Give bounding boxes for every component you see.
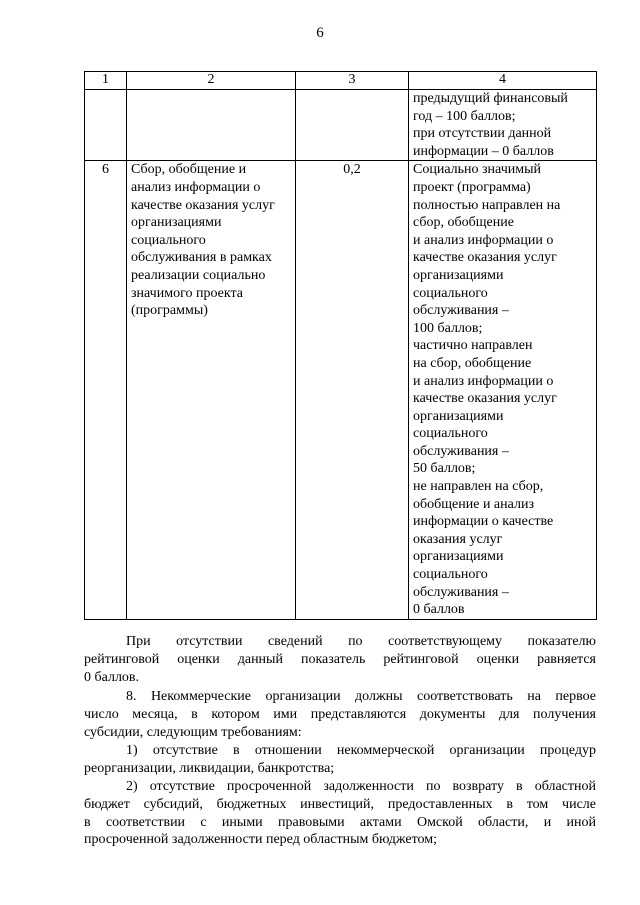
criterion-line: Сбор, обобщение и: [131, 162, 247, 178]
header-col-1: 1: [85, 72, 127, 90]
paragraph-no-data: [84, 633, 596, 686]
cont-line: информации – 0 баллов: [413, 143, 554, 159]
scoring-line: 50 баллов;: [413, 461, 476, 477]
cont-line: при отсутствии данной: [413, 126, 552, 142]
header-col-3: 3: [296, 72, 409, 90]
criterion-line: (программы): [131, 303, 208, 319]
paragraph-line: просроченной задолженности перед областным бюджетом;: [84, 832, 437, 848]
criterion-line: социального: [131, 232, 206, 248]
criterion-line: качестве оказания услуг: [131, 197, 275, 213]
criterion-line: значимого проекта: [131, 285, 243, 301]
scoring-line: проект (программа): [413, 179, 531, 195]
paragraph-line: число месяца, в котором ими представляются документы для получения: [84, 706, 596, 722]
scoring-line: социального: [413, 285, 488, 301]
paragraph-line: 8. Некоммерческие организации должны соответствовать на первое: [126, 689, 596, 704]
scoring-line: информации о качестве: [413, 514, 554, 530]
scoring-line: полностью направлен на: [413, 197, 561, 213]
criterion-line: обслуживания в рамках: [131, 250, 272, 266]
paragraph-line: субсидии, следующим требованиям:: [84, 724, 302, 740]
header-col-2: 2: [127, 72, 296, 90]
paragraph-line: реорганизации, ликвидации, банкротства;: [84, 760, 335, 776]
scoring-line: социального: [413, 567, 488, 583]
scoring-line: сбор, обобщение: [413, 215, 514, 231]
paragraph-line: 0 баллов.: [84, 669, 140, 685]
paragraph-subitem-2: [84, 778, 596, 849]
scoring-line: обслуживания –: [413, 584, 509, 600]
scoring-line: оказания услуг: [413, 531, 503, 547]
scoring-line: социального: [413, 426, 488, 442]
criterion-line: реализации социально: [131, 267, 266, 283]
table-row-6: [85, 161, 597, 619]
scoring-line: организациями: [413, 549, 504, 565]
cont-col-1: [85, 90, 127, 161]
scoring-line: 0 баллов: [413, 602, 465, 618]
scoring-line: на сбор, обобщение: [413, 355, 532, 371]
paragraph-item-8: [84, 688, 596, 741]
paragraph-subitem-1: [84, 742, 596, 778]
paragraph-line: рейтинговой оценки данный показатель рейтинговой оценки равняется: [84, 651, 596, 667]
scoring-line: качестве оказания услуг: [413, 391, 557, 407]
scoring-line: обобщение и анализ: [413, 496, 534, 512]
table-row-continuation: [85, 90, 597, 161]
criteria-table: [84, 71, 597, 620]
header-col-4: 4: [409, 72, 597, 90]
scoring-cell: [409, 161, 597, 619]
scoring-line: 100 баллов;: [413, 320, 483, 336]
scoring-line: качестве оказания услуг: [413, 250, 557, 266]
paragraph-line: 1) отсутствие в отношении некоммерческой организации процедур: [126, 743, 596, 758]
row-number: 6: [85, 161, 127, 619]
criterion-cell: [127, 161, 296, 619]
criterion-line: организациями: [131, 215, 222, 231]
scoring-line: и анализ информации о: [413, 373, 554, 389]
page-number: 6: [316, 25, 324, 41]
cont-col-2: [127, 90, 296, 161]
table-header-row: [85, 72, 597, 90]
paragraph-line: бюджет субсидий, бюджетных инвестиций, предоставленных в том числе: [84, 796, 596, 812]
paragraph-line: 2) отсутствие просроченной задолженности по возврату в областной: [126, 779, 596, 794]
cont-col-3: [296, 90, 409, 161]
paragraph-line: в соответствии с иными правовыми актами Омской области, и иной: [84, 814, 596, 830]
scoring-line: организациями: [413, 267, 504, 283]
scoring-line: частично направлен: [413, 338, 533, 354]
scoring-line: организациями: [413, 408, 504, 424]
paragraph-line: При отсутствии сведений по соответствующему показателю: [126, 634, 596, 649]
cont-line: год – 100 баллов;: [413, 108, 516, 124]
scoring-line: и анализ информации о: [413, 232, 554, 248]
scoring-line: обслуживания –: [413, 303, 509, 319]
scoring-line: Социально значимый: [413, 162, 541, 178]
criterion-line: анализ информации о: [131, 179, 261, 195]
scoring-line: обслуживания –: [413, 443, 509, 459]
cont-line: предыдущий финансовый: [413, 91, 568, 106]
weight-cell: 0,2: [296, 161, 409, 619]
scoring-line: не направлен на сбор,: [413, 479, 544, 495]
cont-scoring-cell: [409, 90, 597, 161]
